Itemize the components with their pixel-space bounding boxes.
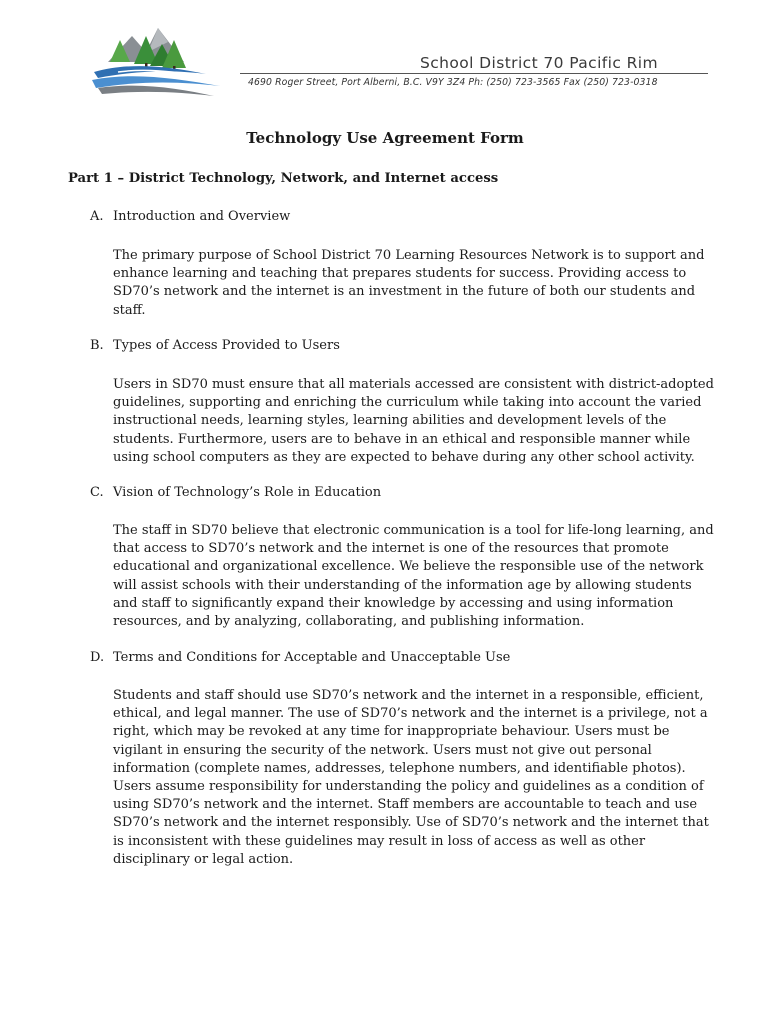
section-letter: B. <box>90 338 104 353</box>
paragraph-line: SD70’s network and the internet responsibly. Use of SD70’s network and the internet that <box>113 815 709 831</box>
paragraph-line: information (complete names, addresses, telephone numbers, and identifiable photos). <box>113 760 686 776</box>
paragraph-line: The primary purpose of School District 70 Learning Resources Network is to support and <box>113 248 705 263</box>
section-title: Types of Access Provided to Users <box>113 338 340 353</box>
paragraph-line: ethical, and legal manner. The use of SD70’s network and the internet is a privilege, not a <box>113 706 708 722</box>
paragraph-line: The staff in SD70 believe that electronic communication is a tool for life-long learning, and <box>113 523 714 538</box>
header-divider <box>240 73 708 74</box>
paragraph-line: instructional needs, learning styles, learning abilities and development levels of the <box>113 413 667 429</box>
paragraph-line: Students and staff should use SD70’s network and the internet in a responsible, efficient, <box>113 688 704 703</box>
paragraph-line: is inconsistent with these guidelines may result in loss of access as well as other <box>113 833 646 849</box>
section-a-body <box>113 247 703 320</box>
district-address: 4690 Roger Street, Port Alberni, B.C. V9Y 3Z4 Ph: (250) 723-3565 Fax (250) 723-0318 <box>248 77 658 88</box>
section-d-heading <box>90 650 510 665</box>
paragraph-line: using school computers as they are expected to behave during any other school activity. <box>113 449 695 465</box>
section-letter: C. <box>90 485 104 500</box>
paragraph-line: Users in SD70 must ensure that all materials accessed are consistent with district-adopted <box>113 377 714 392</box>
paragraph-line: vigilant in ensuring the security of the network. Users must not give out personal <box>113 742 652 758</box>
section-c-body <box>113 522 714 631</box>
document-title: Technology Use Agreement Form <box>246 129 524 147</box>
section-title: Vision of Technology’s Role in Education <box>113 485 382 500</box>
section-b-heading <box>90 338 340 353</box>
paragraph-line: resources, and by analyzing, collaborating, and publishing information. <box>113 614 585 630</box>
section-a-heading <box>90 209 290 224</box>
paragraph-line: and staff to significantly expand their knowledge by accessing and using information <box>113 595 674 611</box>
paragraph-line: guidelines, supporting and enriching the curriculum while taking into account the varied <box>113 395 702 411</box>
section-c-heading <box>90 485 381 500</box>
section-title: Introduction and Overview <box>113 209 291 224</box>
section-letter: D. <box>90 650 105 665</box>
paragraph-line: staff. <box>113 302 146 318</box>
paragraph-line: educational and organizational excellence. We believe the responsible use of the network <box>113 559 704 575</box>
paragraph-line: enhance learning and teaching that prepares students for success. Providing access to <box>113 266 687 282</box>
section-b-body <box>113 376 714 467</box>
paragraph-line: Users assume responsibility for understanding the policy and guidelines as a condition of <box>113 779 704 795</box>
district-name: School District 70 Pacific Rim <box>420 54 658 72</box>
section-d-body <box>113 687 709 869</box>
paragraph-line: will assist schools with their understanding of the information age by allowing students <box>113 577 692 593</box>
part-heading: Part 1 – District Technology, Network, and Internet access <box>68 171 499 186</box>
section-letter: A. <box>90 209 104 224</box>
mountains-trees-water-logo-icon <box>88 22 238 102</box>
paragraph-line: students. Furthermore, users are to behave in an ethical and responsible manner while <box>113 431 691 447</box>
paragraph-line: right, which may be revoked at any time for inappropriate behaviour. Users must be <box>113 724 670 740</box>
paragraph-line: disciplinary or legal action. <box>113 851 294 867</box>
paragraph-line: SD70’s network and the internet is an investment in the future of both our students and <box>113 284 696 300</box>
section-title: Terms and Conditions for Acceptable and Unacceptable Use <box>113 650 511 665</box>
paragraph-line: using SD70’s network and the internet. Staff members are accountable to teach and use <box>113 797 698 813</box>
paragraph-line: that access to SD70’s network and the internet is one of the resources that promote <box>113 541 669 557</box>
